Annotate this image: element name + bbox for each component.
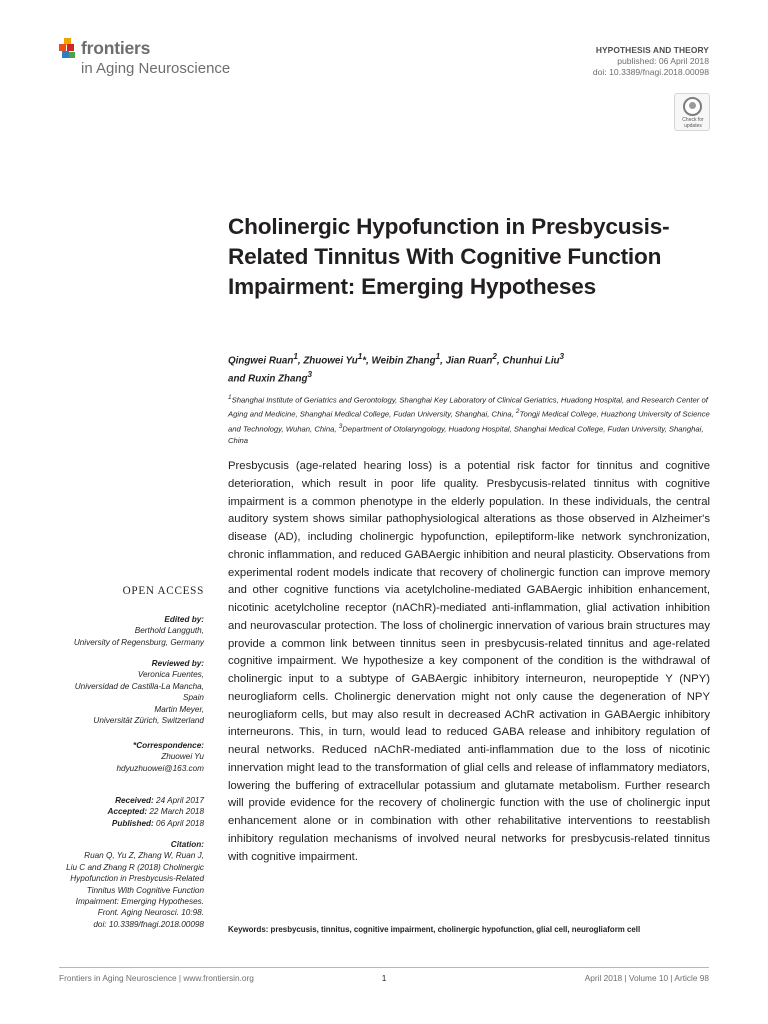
article-doi[interactable]: doi: 10.3389/fnagi.2018.00098 [592, 67, 709, 77]
correspondence-name: Zhuowei Yu [161, 752, 204, 762]
correspondence-label: *Correspondence: [133, 741, 204, 750]
affiliations: $^1$Shanghai Institute of Geriatrics and Gerontology, Shanghai Key Laboratory of Clinical Geriatrics, Huadong Hospital, and Research Center of Aging and Medicine, Shanghai Medical College, Fudan University, Shanghai, China, $^2$Tongji Medical College, Huazhong University of Science and Technology, Wuhan, China, $^3$Department of Otolaryngology, Huadong Hospital, Shanghai Medical College, Fudan University, Shanghai, China [228, 394, 710, 446]
correspondence-section [40, 740, 204, 774]
citation-line: Hypofunction in Presbycusis-Related [70, 874, 204, 884]
footer-journal-url[interactable]: Frontiers in Aging Neuroscience | www.frontiersin.org [59, 973, 254, 983]
reviewer-line: Veronica Fuentes, [137, 670, 204, 680]
footer-issue-info: April 2018 | Volume 10 | Article 98 [584, 973, 709, 983]
citation-section [40, 839, 204, 930]
received-date: Received: 24 April 2017 [115, 796, 204, 805]
citation-label: Citation: [170, 840, 204, 849]
published-date: published: 06 April 2018 [617, 56, 709, 66]
frontiers-logo-icon [59, 38, 79, 62]
reviewer-line: Universidad de Castilla-La Mancha, [74, 681, 204, 691]
footer-divider [59, 967, 709, 968]
citation-line: Front. Aging Neurosci. 10:98. [97, 908, 204, 918]
citation-doi[interactable]: doi: 10.3389/fnagi.2018.00098 [93, 919, 204, 929]
article-meta [593, 45, 709, 78]
frontiers-logo[interactable] [59, 38, 299, 82]
reviewed-by-label: Reviewed by: [151, 659, 204, 668]
page-number: 1 [381, 973, 387, 983]
check-for-updates-badge[interactable] [674, 93, 710, 131]
citation-line: Ruan Q, Yu Z, Zhang W, Ruan J, [84, 851, 204, 861]
citation-line: Impairment: Emerging Hypotheses. [75, 897, 204, 907]
open-access-label: OPEN ACCESS [122, 585, 204, 597]
published-date-sidebar: Published: 06 April 2018 [111, 818, 204, 828]
correspondence-email[interactable]: hdyuzhuowei@163.com [116, 763, 204, 773]
keywords: Keywords: presbycusis, tinnitus, cognitive impairment, cholinergic hypofunction, glial cell, neurogliaform cell [228, 925, 641, 934]
journal-name: in Aging Neuroscience [81, 60, 231, 77]
brand-name: frontiers [81, 38, 151, 58]
edited-by-label: Edited by: [164, 615, 204, 624]
editor-affiliation: University of Regensburg, Germany [73, 637, 204, 647]
author-list: Qingwei Ruan$^1$, Zhuowei Yu$^1$*, Weibin Zhang$^1$, Jian Ruan$^2$, Chunhui Liu$^3$ and Ruxin Zhang$^3$ [228, 352, 565, 385]
citation-line: Liu C and Zhang R (2018) Cholinergic [66, 862, 204, 872]
reviewer-line: Spain [183, 693, 204, 703]
citation-line: Tinnitus With Cognitive Function [86, 885, 204, 895]
check-updates-label: Check for updates [682, 117, 704, 129]
article-type: HYPOTHESIS AND THEORY [595, 45, 709, 55]
article-title: Cholinergic Hypofunction in Presbycusis-Related Tinnitus With Cognitive Function Impairment: Emerging Hypotheses [228, 214, 670, 299]
reviewer-line: Universität Zürich, Switzerland [93, 716, 204, 726]
check-updates-icon [683, 97, 702, 116]
abstract: Presbycusis (age-related hearing loss) is a potential risk factor for tinnitus and cognitive deterioration, which result in poor life quality. Presbycusis-related tinnitus with cognitive impairment is a common phenotype in the elderly population. In these individuals, the central auditory system shows similar pathophysiological alterations as those observed in Alzheimer's disease (AD), including cholinergic hypofunction, epileptiform-like network synchronization, chronic inflammation, and reduced GABAergic inhibition and neural plasticity. Observations from experimental rodent models indicate that recovery of cholinergic function can improve memory and other cognitive functions via acetylcholine-mediated GABAergic inhibition enhancement, nicotinic acetylcholine receptor (nAChR)-mediated anti-inflammation, glial activation inhibition and neurovascular protection. The loss of cholinergic innervation of various brain structures may provide a common link between tinnitus seen in presbycusis-related tinnitus and age-related cognitive impairment. We hypothesize a key component of the condition is the withdrawal of cholinergic input to a subtype of GABAergic inhibitory interneuron, neuropeptide Y (NPY) neurogliaform cells. Cholinergic denervation might not only cause the degeneration of NPY neurogliaform cells, but may also result in decreased AChR activation in GABAergic inhibitory interneurons. This, in turn, would lead to reduced GABA release and inhibitory regulation of neural networks. Reduced nAChR-mediated anti-inflammation due to the loss of nicotinic innervation might lead to the transformation of glial cells and release of inflammatory mediators, lowering the buffering of extracellular potassium and glutamate metabolism. Further research will provide evidence for the recovery of cholinergic function with the use of cholinergic input enhancement alone or in combination with other rehabilitative interventions to reestablish inhibitory regulation mechanisms of involved neural networks for presbycusis-related tinnitus with cognitive impairment. [228, 460, 710, 863]
reviewed-by-section [40, 658, 204, 726]
dates-section [40, 795, 204, 829]
edited-by-section [40, 614, 204, 648]
editor-name: Berthold Langguth, [134, 626, 204, 636]
reviewer-line: Martin Meyer, [154, 704, 204, 714]
accepted-date: Accepted: 22 March 2018 [107, 807, 204, 817]
